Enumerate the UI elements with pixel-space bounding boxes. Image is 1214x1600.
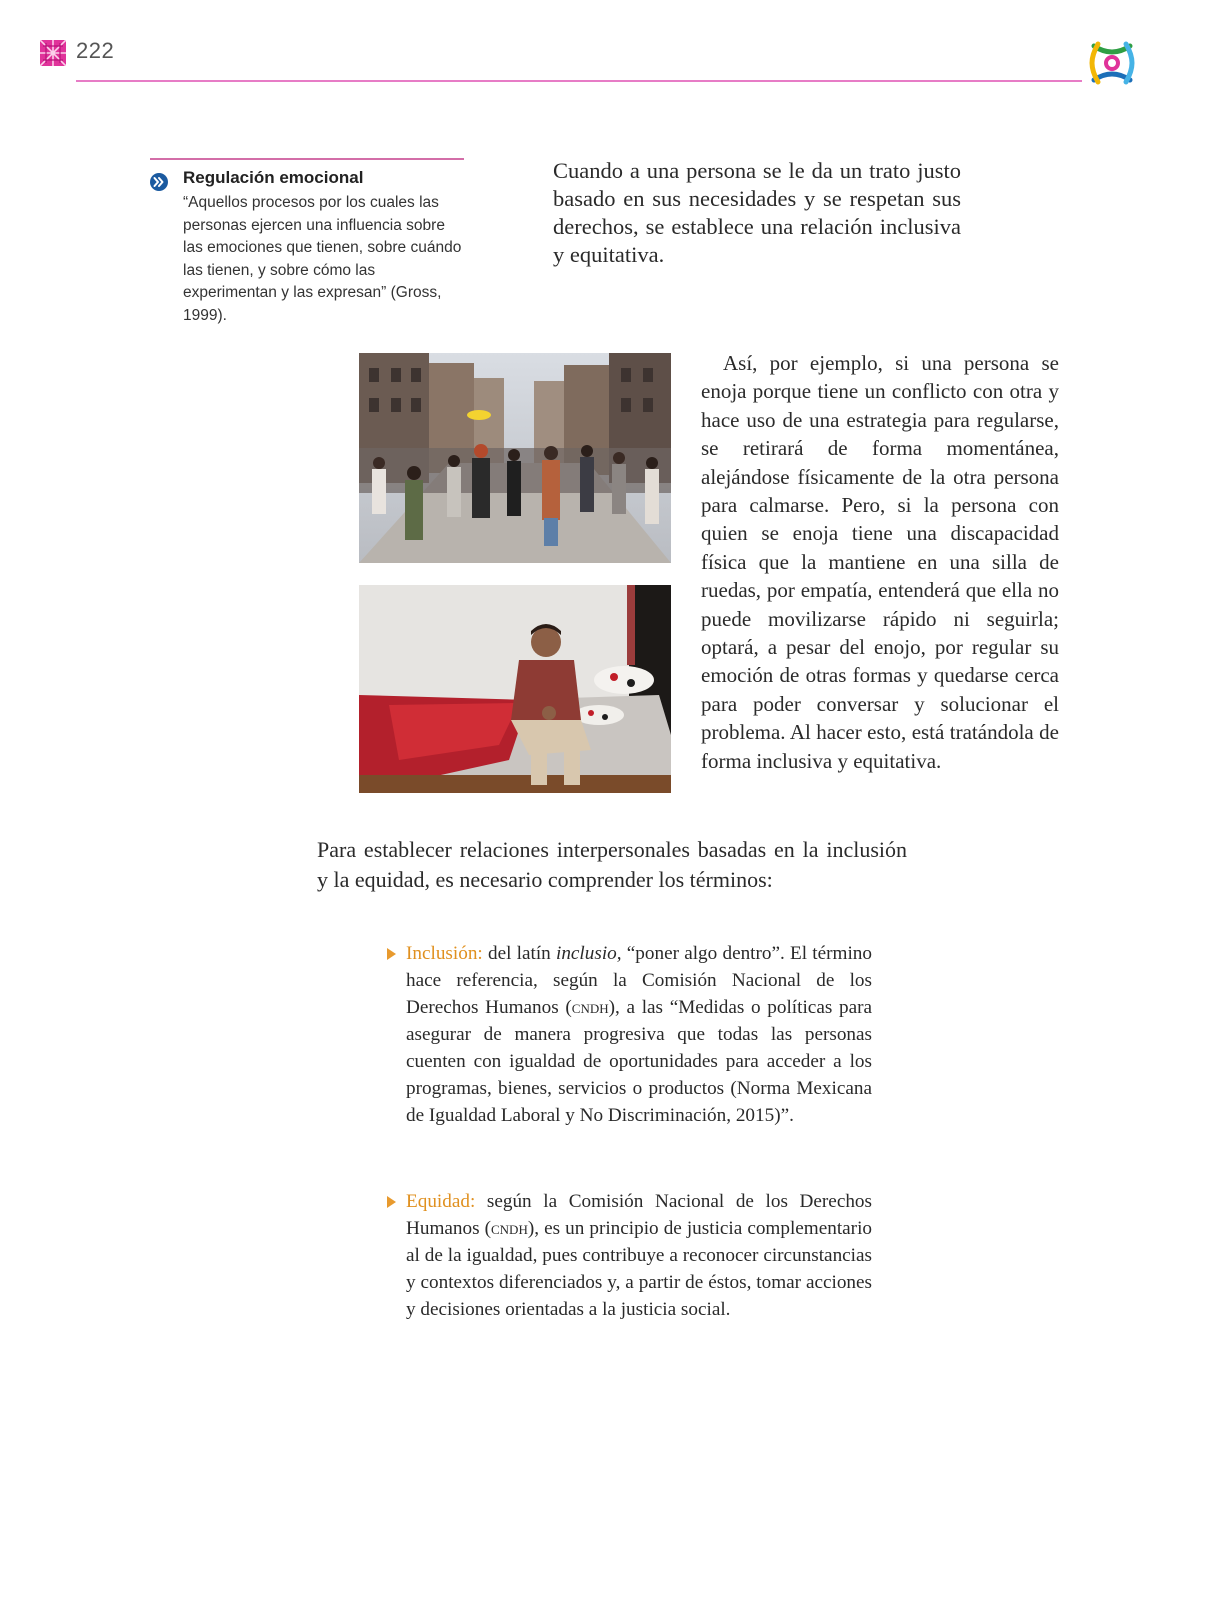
magenta-pattern-icon [40, 40, 66, 66]
term-inclusion-text-b: “poner algo dentro”. El término hace referencia, según la Comisión Nacional de los Derechos Humanos ( [406, 943, 872, 1018]
term-equity-text-a: según la Comisión Nacional de los Derechos Humanos ( [406, 1191, 872, 1239]
triangle-bullet-icon [387, 1196, 396, 1208]
term-inclusion-label: Inclusión: [406, 943, 483, 964]
glossary-divider [150, 158, 464, 160]
term-equity-label: Equidad: [406, 1191, 476, 1212]
term-inclusion [406, 940, 872, 1129]
triangle-bullet-icon [387, 948, 396, 960]
glossary-title: Regulación emocional [183, 168, 364, 187]
term-inclusion-abbr: cndh [571, 997, 609, 1018]
photo-young-man-on-bed [359, 585, 671, 793]
page-number: 222 [76, 38, 115, 63]
multicolor-knot-logo-icon [1088, 38, 1136, 88]
intro-paragraph: Cuando a una persona se le da un trato justo basado en sus necesidades y se respetan sus derechos, se establece una relación inclusiva y equitativa. [553, 158, 961, 267]
term-equity [406, 1188, 872, 1323]
term-inclusion-latin: inclusio, [555, 943, 622, 964]
term-equity-abbr: cndh [491, 1218, 528, 1239]
example-paragraph: Así, por ejemplo, si una persona se enoja porque tiene un conflicto con otra y hace uso de una estrategia para regularse, se retirará de forma momentánea, alejándose físicamente de la otra persona para calmarse. Pero, si la persona con quien se enoja tiene una discapacidad física que la mantiene en una silla de ruedas, por empatía, entenderá que ella no puede movilizarse rápido ni seguirla; optará, a pesar del enojo, por regular su emoción de otras formas y quedarse cerca para poder conversar y solucionar el problema. Al hacer esto, está tratándola de forma inclusiva y equitativa. [701, 351, 1059, 773]
chevron-right-circle-icon [150, 173, 168, 191]
terms-intro-paragraph: Para establecer relaciones interpersonales basadas en la inclusión y la equidad, es necesario comprender los términos: [317, 837, 907, 892]
photo-crowded-street [359, 353, 671, 563]
glossary-definition: “Aquellos procesos por los cuales las personas ejercen una influencia sobre las emociones que tienen, sobre cuándo las tienen, y sobre cómo las experimentan y las expresan” (Gross, 1999). [183, 194, 462, 324]
header-divider [76, 80, 1082, 82]
term-equity-text-b: ), es un principio de justicia complementario al de la igualdad, pues contribuye a reconocer circunstancias y contextos diferenciados y, a partir de éstos, tomar acciones y decisiones orientadas a la justicia social. [406, 1218, 872, 1320]
term-inclusion-text-c: ), a las “Medidas o políticas para asegurar de manera progresiva que todas las personas cuenten con igualdad de oportunidades para acceder a los programas, bienes, servicios o productos (Norma Mexicana de Igualdad Laboral y No Discriminación, 2015)”. [406, 997, 873, 1126]
term-inclusion-text-a: del latín [482, 943, 556, 964]
